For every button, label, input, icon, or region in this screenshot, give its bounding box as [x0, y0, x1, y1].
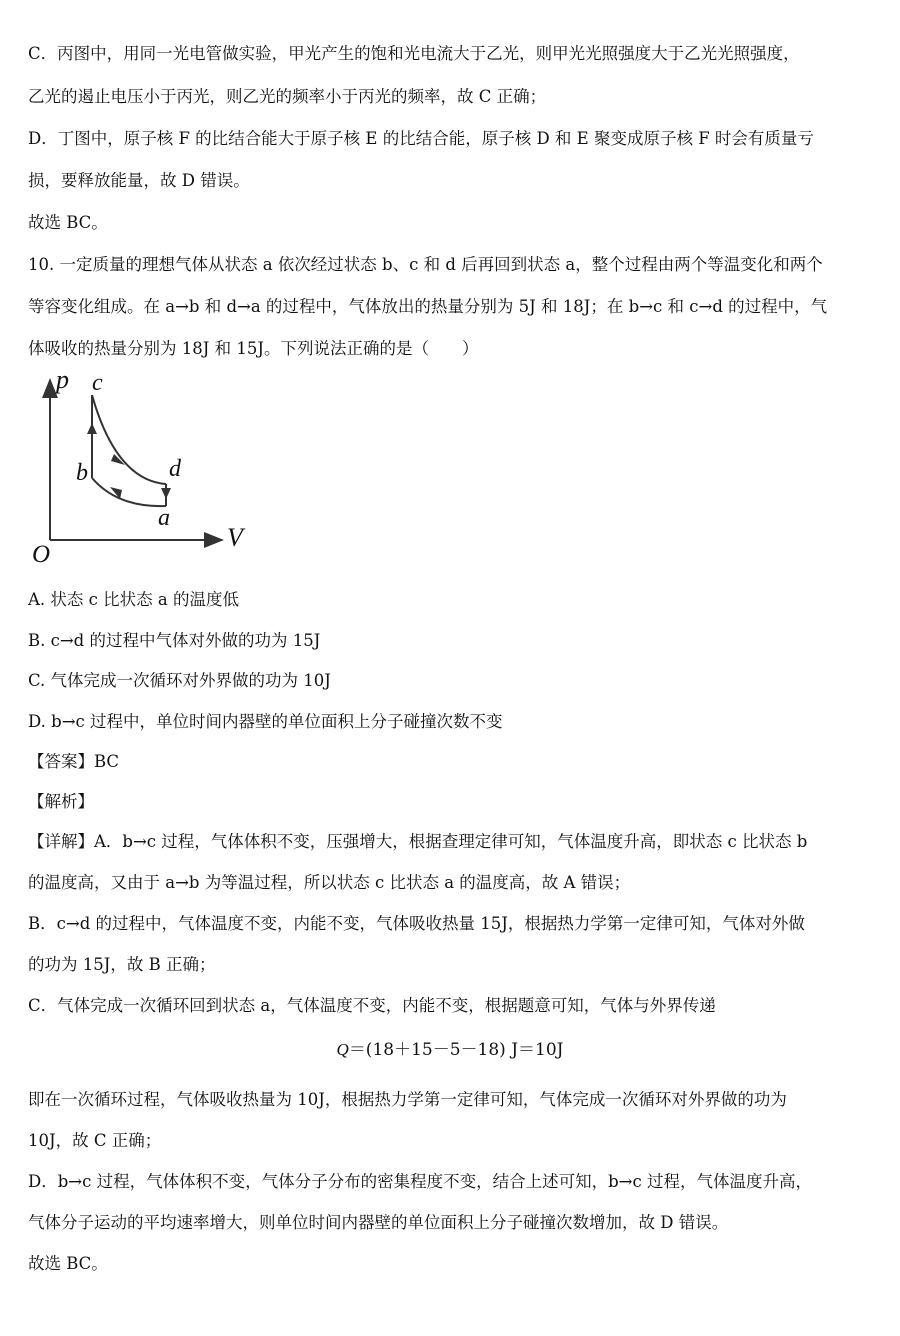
text-line: 体吸收的热量分别为 18J 和 15J。下列说法正确的是（ ） [28, 339, 479, 358]
text-line: 故选 BC。 [28, 213, 108, 232]
label-a: a [158, 505, 170, 531]
text-line: A. 状态 c 比状态 a 的温度低 [28, 590, 239, 609]
arrow-d-a [161, 488, 171, 499]
equation-rest: ＝(18＋15－5－18) J＝10J [348, 1040, 564, 1060]
text-line: 损，要释放能量，故 D 错误。 [28, 171, 250, 190]
text-line: C．丙图中，用同一光电管做实验，甲光产生的饱和光电流大于乙光，则甲光光照强度大于乙光光照强度， [28, 44, 800, 63]
equation [0, 1038, 900, 1062]
text-line: 的温度高，又由于 a→b 为等温过程，所以状态 c 比状态 a 的温度高，故 A 错误； [28, 873, 631, 892]
text-line: 气体分子运动的平均速率增大，则单位时间内器壁的单位面积上分子碰撞次数增加，故 D 错误。 [28, 1213, 729, 1232]
arrow-b-c [87, 423, 97, 434]
text-line: D．丁图中，原子核 F 的比结合能大于原子核 E 的比结合能，原子核 D 和 E 聚变成原子核 F 时会有质量亏 [28, 129, 814, 148]
text-line: D．b→c 过程，气体体积不变，气体分子分布的密集程度不变，结合上述可知，b→c 过程，气体温度升高， [28, 1172, 812, 1191]
text-line: 即在一次循环过程，气体吸收热量为 10J，根据热力学第一定律可知，气体完成一次循环对外界做的功为 [28, 1090, 787, 1109]
text-line: 【详解】A．b→c 过程，气体体积不变，压强增大，根据查理定律可知，气体温度升高，即状态 c 比状态 b [28, 832, 808, 851]
label-d: d [169, 456, 181, 482]
path-c-d [92, 395, 166, 484]
label-b: b [76, 460, 88, 486]
text-line: 故选 BC。 [28, 1254, 108, 1273]
text-line: 【答案】BC [28, 752, 120, 771]
text-line: 等容变化组成。在 a→b 和 d→a 的过程中，气体放出的热量分别为 5J 和 18J；在 b→c 和 c→d 的过程中，气 [28, 297, 828, 316]
text-line: 的功为 15J，故 B 正确； [28, 955, 216, 974]
text-line: 10. 一定质量的理想气体从状态 a 依次经过状态 b、c 和 d 后再回到状态 a，整个过程由两个等温变化和两个 [28, 255, 823, 274]
text-line: 乙光的遏止电压小于丙光，则乙光的频率小于丙光的频率，故 C 正确； [28, 87, 547, 106]
text-line: B．c→d 的过程中，气体温度不变，内能不变，气体吸收热量 15J，根据热力学第一定律可知，气体对外做 [28, 914, 805, 933]
label-c: c [92, 370, 103, 396]
v-label: V [227, 523, 243, 552]
text-line: B. c→d 的过程中气体对外做的功为 15J [28, 631, 321, 650]
equation-q: Q [336, 1040, 349, 1059]
text-line: C. 气体完成一次循环对外界做的功为 10J [28, 671, 331, 690]
text-line: D. b→c 过程中，单位时间内器壁的单位面积上分子碰撞次数不变 [28, 712, 503, 731]
text-line: 【解析】 [28, 792, 94, 811]
text-line: 10J，故 C 正确； [28, 1131, 162, 1150]
pv-diagram [28, 368, 258, 568]
p-label: p [56, 368, 69, 394]
text-line: C．气体完成一次循环回到状态 a，气体温度不变，内能不变，根据题意可知，气体与外界传递 [28, 996, 716, 1015]
origin-label: O [32, 541, 51, 568]
